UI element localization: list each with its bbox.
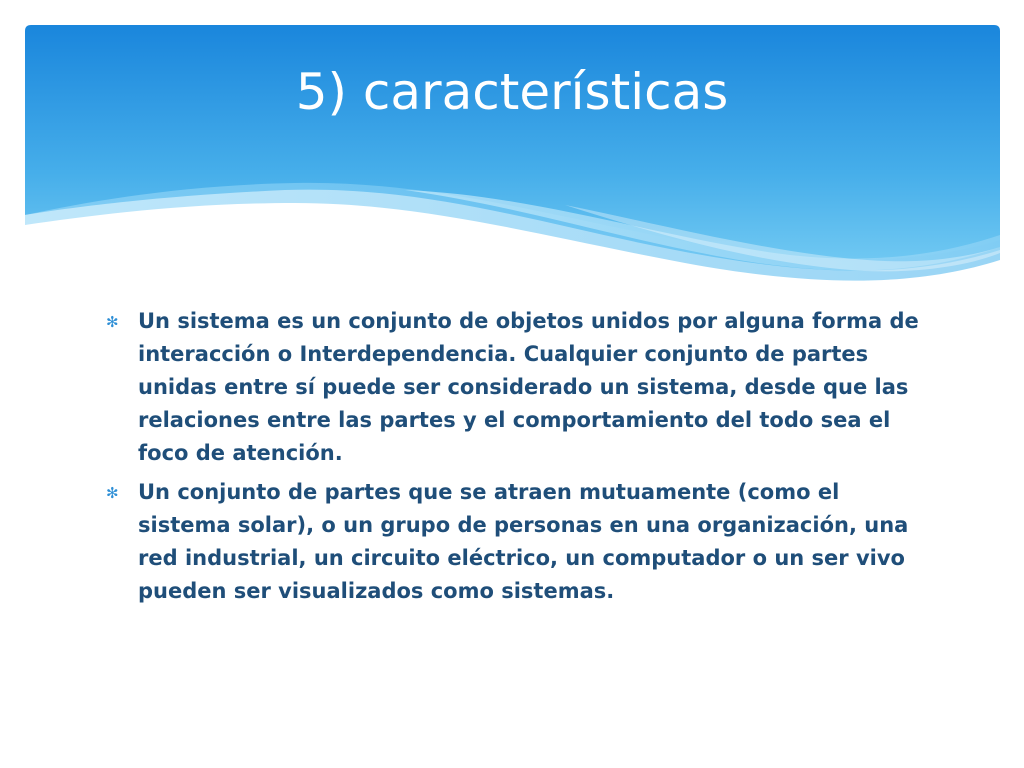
asterisk-bullet-icon: ✻ [106, 484, 119, 502]
bullet-text: Un conjunto de partes que se atraen mutuamente (como el sistema solar), o un grupo de personas en una organización, una red industrial, un circuito eléctrico, un computador o un ser vivo pueden ser visualizados como sistemas. [138, 480, 909, 603]
asterisk-bullet-icon: ✻ [106, 313, 119, 331]
bullet-list [104, 305, 924, 614]
slide-title: 5) características [295, 63, 729, 121]
bullet-item [104, 476, 924, 608]
bullet-text: Un sistema es un conjunto de objetos unidos por alguna forma de interacción o Interdependencia. Cualquier conjunto de partes unidas entre sí puede ser considerado un sistema, desde que las relaciones entre las partes y el comportamiento del todo sea el foco de atención. [138, 309, 919, 465]
bullet-item [104, 305, 924, 470]
